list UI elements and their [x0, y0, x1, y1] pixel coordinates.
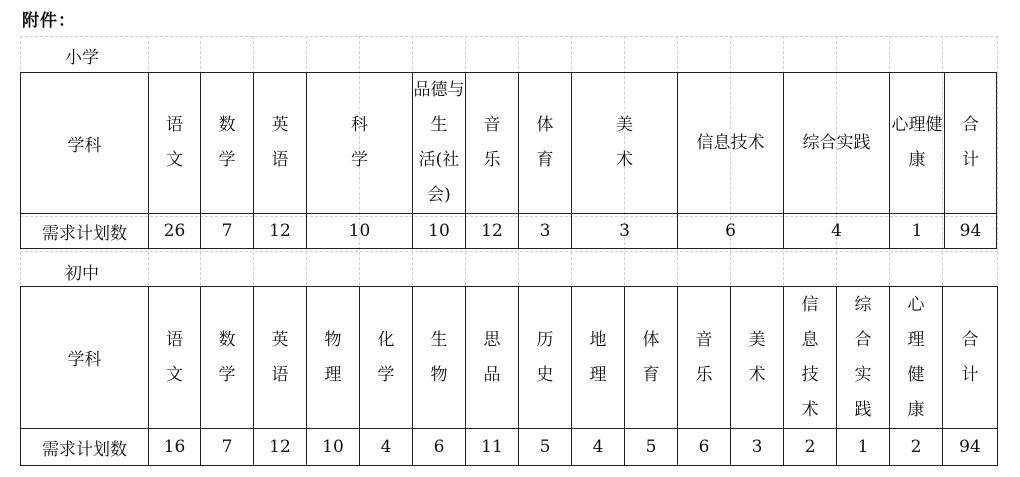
subject-name-line: 合: [854, 329, 872, 350]
count-cell: 10: [307, 429, 360, 466]
subject-header-cell: [678, 73, 784, 214]
attachment-heading: 附件：: [22, 11, 76, 31]
count-cell: 2: [784, 429, 837, 466]
subject-name-line: 文: [166, 150, 183, 170]
subject-header-cell: [572, 73, 678, 214]
count-cell: 6: [678, 429, 731, 466]
subject-name-line: 计: [962, 150, 979, 170]
subject-header-cell: [254, 287, 307, 429]
subject-header-cell: [731, 287, 784, 429]
subject-name-line: 史: [536, 364, 554, 385]
count-row: [21, 214, 997, 249]
subject-header-cell: [201, 287, 254, 429]
subject-name-line: 理: [907, 329, 925, 350]
count-cell: 94: [943, 429, 998, 466]
subject-name-line: 乐: [483, 150, 501, 170]
subject-name-line: 学: [351, 150, 368, 170]
subject-header-cell: [360, 287, 413, 429]
subject-name-line: 乐: [695, 364, 713, 385]
subject-name-line: 化: [377, 329, 395, 350]
subject-name-line: 语: [271, 150, 289, 170]
subject-name-line: 学: [377, 364, 395, 385]
row-header-count: 需求计划数: [21, 429, 149, 466]
count-cell: 12: [254, 214, 307, 249]
subject-name-line: 理: [589, 364, 607, 385]
subject-header-cell: [943, 287, 998, 429]
primary-school-table: [20, 72, 997, 249]
subject-header-cell: [466, 287, 519, 429]
subject-name-line: 综合实践: [802, 132, 871, 153]
count-cell: 1: [890, 214, 945, 249]
count-cell: 12: [466, 214, 519, 249]
count-cell: 11: [466, 429, 519, 466]
count-cell: 4: [572, 429, 625, 466]
subject-name-line: 语: [166, 329, 183, 350]
subject-name-line: 术: [748, 364, 766, 385]
subject-name-line: 英: [271, 115, 289, 135]
count-cell: 2: [890, 429, 943, 466]
count-cell: 7: [201, 429, 254, 466]
subject-header-cell: [890, 73, 945, 214]
count-cell: 10: [307, 214, 413, 249]
subject-name-line: 语: [271, 364, 289, 385]
subject-header-row: [21, 287, 998, 429]
count-cell: 6: [678, 214, 784, 249]
count-cell: 10: [413, 214, 466, 249]
count-cell: 7: [201, 214, 254, 249]
count-cell: 4: [360, 429, 413, 466]
count-cell: 94: [945, 214, 997, 249]
subject-header-cell: [519, 73, 572, 214]
subject-name-line: 历: [536, 329, 554, 350]
junior-school-table: [20, 286, 998, 466]
subject-name-line: 信息技术: [696, 132, 765, 153]
row-header-count: 需求计划数: [21, 214, 149, 249]
subject-name-line: 数: [218, 115, 236, 135]
count-cell: 3: [731, 429, 784, 466]
subject-name-line: 育: [536, 150, 554, 170]
subject-name-line: 音: [695, 329, 713, 350]
subject-name-line: 地: [589, 329, 607, 350]
subject-header-cell: [307, 73, 413, 214]
subject-header-cell: [413, 287, 466, 429]
subject-name-line: 物: [324, 329, 342, 350]
subject-name-line: 育: [642, 364, 660, 385]
subject-header-cell: [413, 73, 466, 214]
subject-name-line: 体: [536, 115, 554, 135]
subject-name-line: 康: [907, 399, 925, 420]
count-cell: 1: [837, 429, 890, 466]
subject-name-line: 体: [642, 329, 660, 350]
subject-header-cell: [149, 287, 201, 429]
subject-header-cell: [625, 287, 678, 429]
subject-name-line: 物: [430, 364, 448, 385]
subject-name-line: 健: [907, 364, 925, 385]
subject-header-cell: [837, 287, 890, 429]
subject-name-line: 信: [801, 294, 819, 315]
count-cell: 3: [572, 214, 678, 249]
count-cell: 5: [519, 429, 572, 466]
subject-header-cell: [784, 73, 890, 214]
subject-name-line: 术: [616, 150, 633, 170]
subject-header-cell: [519, 287, 572, 429]
subject-name-line: 技: [801, 364, 819, 385]
row-header-subject: 学科: [21, 73, 149, 214]
subject-name-line: 息: [801, 329, 819, 350]
subject-name-line: 品: [483, 364, 501, 385]
count-cell: 26: [149, 214, 201, 249]
row-header-subject: 学科: [21, 287, 149, 429]
subject-name-line: 心理健康: [891, 115, 943, 170]
count-cell: 5: [625, 429, 678, 466]
subject-name-line: 美: [616, 115, 633, 135]
subject-name-line: 学: [218, 150, 236, 170]
subject-name-line: 活(社会): [418, 150, 460, 205]
subject-name-line: 音: [483, 115, 501, 135]
subject-header-row: [21, 73, 997, 214]
junior-school-label: 初中: [65, 264, 99, 284]
subject-name-line: 美: [748, 329, 766, 350]
count-cell: 12: [254, 429, 307, 466]
subject-header-cell: [201, 73, 254, 214]
subject-header-cell: [784, 287, 837, 429]
count-cell: 4: [784, 214, 890, 249]
subject-name-line: 理: [324, 364, 342, 385]
subject-name-line: 践: [854, 399, 872, 420]
count-cell: 16: [149, 429, 201, 466]
subject-name-line: 综: [854, 294, 872, 315]
subject-header-cell: [254, 73, 307, 214]
count-cell: 3: [519, 214, 572, 249]
subject-name-line: 数: [218, 329, 236, 350]
subject-name-line: 术: [801, 399, 819, 420]
count-cell: 6: [413, 429, 466, 466]
subject-header-cell: [466, 73, 519, 214]
subject-name-line: 思: [483, 329, 501, 350]
subject-name-line: 生: [430, 329, 448, 350]
subject-name-line: 实: [854, 364, 872, 385]
subject-name-line: 心: [907, 294, 925, 315]
subject-name-line: 科: [351, 115, 368, 135]
subject-header-cell: [572, 287, 625, 429]
subject-header-cell: [149, 73, 201, 214]
subject-name-line: 合: [962, 115, 979, 135]
grid-line: [20, 251, 998, 252]
subject-name-line: 学: [218, 364, 236, 385]
subject-name-line: 计: [961, 364, 979, 385]
subject-header-cell: [678, 287, 731, 429]
subject-header-cell: [945, 73, 997, 214]
subject-name-line: 合: [961, 329, 979, 350]
subject-name-line: 英: [271, 329, 289, 350]
subject-name-line: 品德与生: [413, 80, 465, 135]
primary-school-label: 小学: [65, 48, 99, 68]
subject-header-cell: [307, 287, 360, 429]
subject-header-cell: [890, 287, 943, 429]
subject-name-line: 语: [166, 115, 183, 135]
subject-name-line: 文: [166, 364, 183, 385]
count-row: [21, 429, 998, 466]
